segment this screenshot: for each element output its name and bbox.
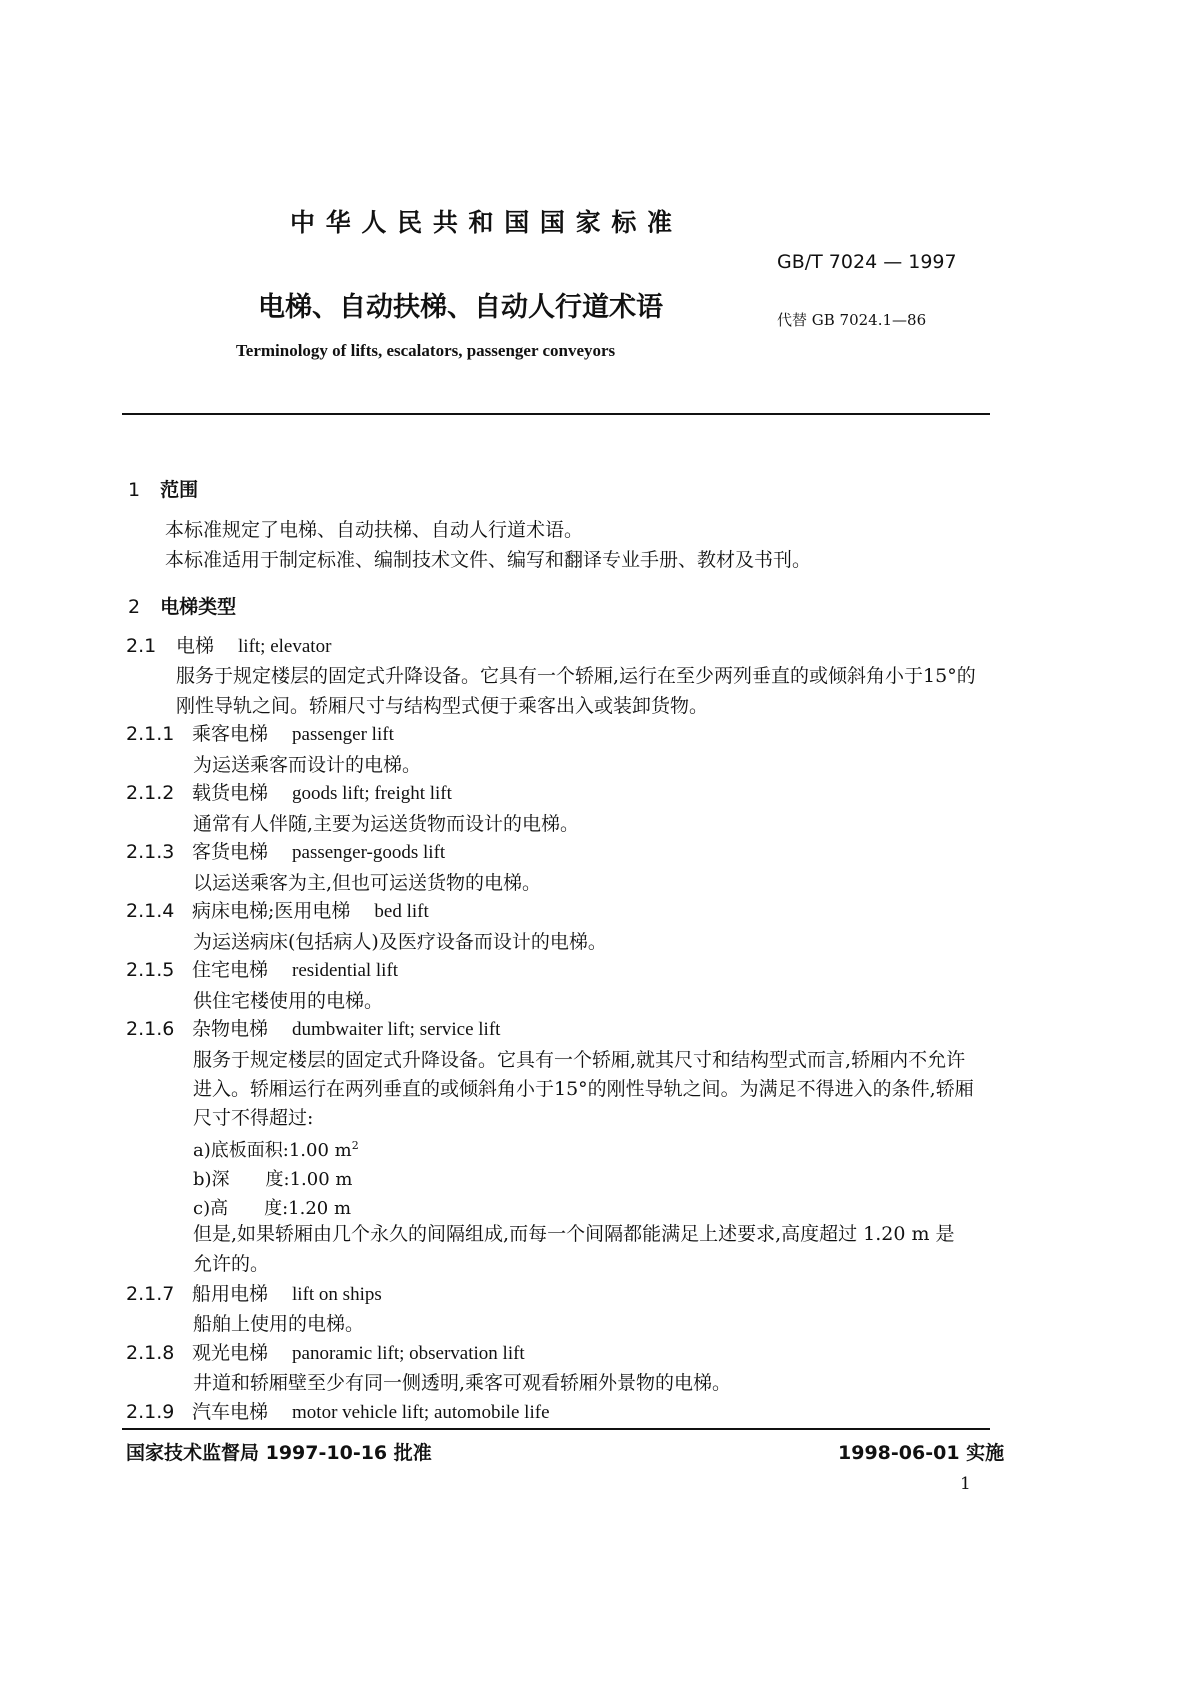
term-number: 2.1.2 — [126, 782, 175, 804]
term-number: 2.1.9 — [126, 1401, 175, 1423]
term-number: 2.1.6 — [126, 1018, 175, 1040]
term-entry — [126, 634, 331, 658]
term-entry — [126, 1282, 382, 1306]
scope-paragraph-1: 本标准规定了电梯、自动扶梯、自动人行道术语。 — [165, 519, 584, 541]
effective-date: 1998-06-01 实施 — [838, 1442, 1005, 1464]
term-en: residential lift — [292, 960, 399, 981]
term-number: 2.1.7 — [126, 1283, 175, 1305]
term-definition: 井道和轿厢壁至少有同一侧透明,乘客可观看轿厢外景物的电梯。 — [193, 1372, 732, 1394]
term-zh: 杂物电梯 — [192, 1018, 269, 1040]
section-number: 2 — [128, 596, 141, 618]
page-number: 1 — [960, 1474, 971, 1494]
term-en: lift; elevator — [238, 636, 332, 657]
term-en: lift on ships — [292, 1284, 382, 1305]
term-number: 2.1.5 — [126, 959, 175, 981]
limit-note: 允许的。 — [193, 1253, 270, 1275]
term-definition: 通常有人伴随,主要为运送货物而设计的电梯。 — [193, 813, 580, 835]
limit-item: c)高 度:1.20 m — [193, 1198, 352, 1219]
term-entry — [126, 1017, 500, 1041]
term-zh: 客货电梯 — [192, 841, 269, 863]
section-1-heading — [128, 475, 198, 502]
standard-number: GB/T 7024 — 1997 — [777, 251, 957, 273]
term-entry — [126, 899, 429, 923]
term-en: bed lift — [374, 901, 429, 922]
term-zh: 观光电梯 — [192, 1342, 269, 1364]
term-entry — [126, 1341, 525, 1365]
term-number: 2.1.4 — [126, 900, 175, 922]
term-en: panoramic lift; observation lift — [292, 1343, 525, 1364]
term-definition: 服务于规定楼层的固定式升降设备。它具有一个轿厢,就其尺寸和结构型式而言,轿厢内不允许 — [193, 1049, 966, 1071]
term-zh: 汽车电梯 — [192, 1401, 269, 1423]
term-definition: 以运送乘客为主,但也可运送货物的电梯。 — [193, 872, 542, 894]
limit-item: b)深 度:1.00 m — [193, 1169, 353, 1190]
term-entry — [126, 722, 394, 746]
term-definition: 进入。轿厢运行在两列垂直的或倾斜角小于15°的刚性导轨之间。为满足不得进入的条件,轿厢 — [193, 1078, 974, 1100]
term-en: passenger lift — [292, 724, 394, 745]
approval-line: 国家技术监督局 1997-10-16 批准 — [126, 1442, 432, 1464]
term-zh: 电梯 — [176, 635, 215, 657]
term-en: motor vehicle lift; automobile life — [292, 1402, 550, 1423]
term-definition: 服务于规定楼层的固定式升降设备。它具有一个轿厢,运行在至少两列垂直的或倾斜角小于15°的 — [176, 665, 976, 687]
term-number: 2.1.3 — [126, 841, 175, 863]
limit-superscript: 2 — [351, 1139, 359, 1152]
term-definition: 尺寸不得超过: — [193, 1107, 314, 1129]
section-2-heading — [128, 592, 236, 619]
term-number: 2.1.8 — [126, 1342, 175, 1364]
document-title: 电梯、自动扶梯、自动人行道术语 — [258, 292, 663, 323]
limit-text: a)底板面积:1.00 m — [193, 1140, 352, 1161]
limit-item — [193, 1136, 359, 1162]
national-standard-title: 中 华 人 民 共 和 国 国 家 标 准 — [290, 208, 674, 237]
section-title: 电梯类型 — [160, 596, 237, 618]
term-zh: 住宅电梯 — [192, 959, 269, 981]
section-title: 范围 — [160, 479, 199, 501]
term-definition: 船舶上使用的电梯。 — [193, 1313, 365, 1335]
term-en: passenger-goods lift — [292, 842, 446, 863]
replaces-note: 代替 GB 7024.1—86 — [777, 311, 927, 329]
header-rule — [122, 413, 990, 415]
document-title-english: Terminology of lifts, escalators, passenger conveyors — [236, 341, 616, 360]
term-zh: 船用电梯 — [192, 1283, 269, 1305]
term-en: dumbwaiter lift; service lift — [292, 1019, 501, 1040]
term-definition: 为运送乘客而设计的电梯。 — [193, 754, 422, 776]
term-entry — [126, 1400, 550, 1424]
term-entry — [126, 840, 445, 864]
term-entry — [126, 781, 452, 805]
term-zh: 病床电梯;医用电梯 — [192, 900, 351, 922]
scope-paragraph-2: 本标准适用于制定标准、编制技术文件、编写和翻译专业手册、教材及书刊。 — [165, 549, 812, 571]
term-definition: 为运送病床(包括病人)及医疗设备而设计的电梯。 — [193, 931, 607, 953]
term-entry — [126, 958, 398, 982]
section-number: 1 — [128, 479, 141, 501]
term-definition: 刚性导轨之间。轿厢尺寸与结构型式便于乘客出入或装卸货物。 — [176, 695, 709, 717]
term-en: goods lift; freight lift — [292, 783, 452, 804]
limit-note: 但是,如果轿厢由几个永久的间隔组成,而每一个间隔都能满足上述要求,高度超过 1.20 m 是 — [193, 1223, 955, 1245]
term-definition: 供住宅楼使用的电梯。 — [193, 990, 384, 1012]
term-number: 2.1.1 — [126, 723, 175, 745]
term-zh: 载货电梯 — [192, 782, 269, 804]
term-zh: 乘客电梯 — [192, 723, 269, 745]
footer-rule — [122, 1428, 990, 1430]
term-number: 2.1 — [126, 635, 157, 657]
